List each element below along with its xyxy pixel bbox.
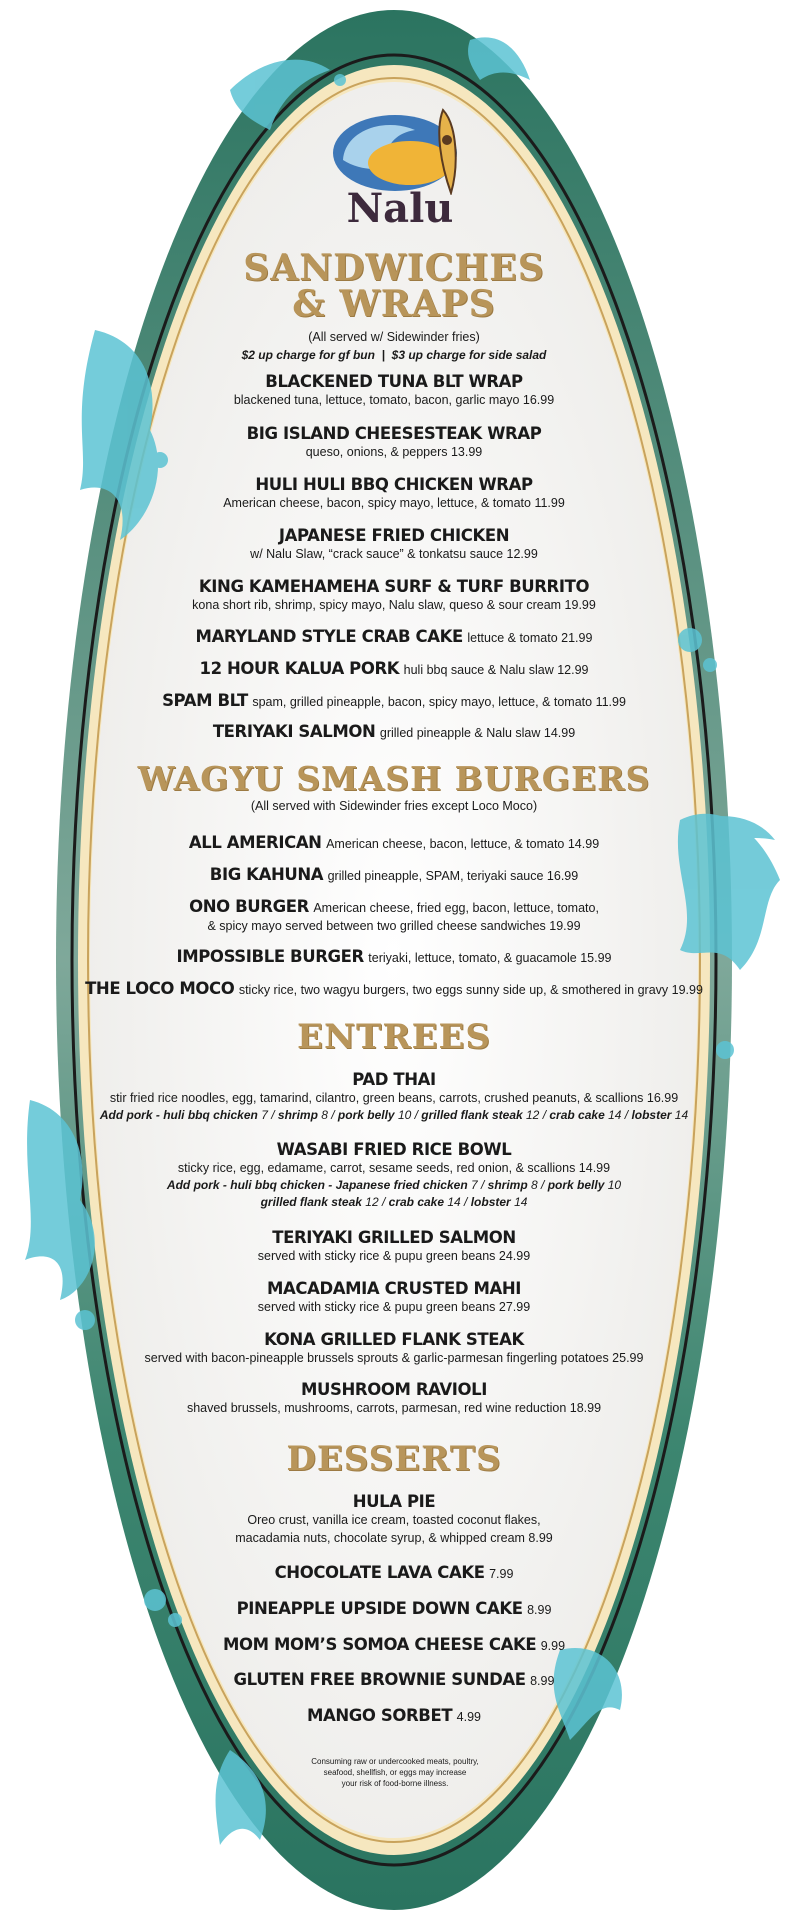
menu-item [75, 1070, 713, 1124]
item-name: THE LOCO MOCO [85, 979, 235, 998]
wave-surfboard-icon [325, 105, 475, 195]
item-description: queso, onions, & peppers 13.99 [305, 445, 483, 459]
menu-content [85, 0, 703, 1920]
brand-logo [325, 105, 475, 235]
item-name: ONO BURGER [189, 897, 309, 916]
addon-price: 8 / [527, 1178, 548, 1193]
menu-item [95, 1706, 693, 1726]
item-price: 7.99 [489, 1567, 514, 1581]
addon-price: 14 / [444, 1194, 471, 1209]
item-name: MOM MOM’S SOMOA CHEESE CAKE [222, 1635, 537, 1654]
item-description: kona short rib, shrimp, spicy mayo, Nalu slaw, queso & sour cream 19.99 [192, 598, 596, 612]
brand-name: Nalu [346, 185, 454, 232]
item-name: JAPANESE FRIED CHICKEN [278, 526, 510, 545]
item-description: grilled pineapple, SPAM, teriyaki sauce 16.99 [327, 869, 579, 883]
addon-name: lobster [631, 1108, 672, 1123]
menu-item [95, 659, 693, 679]
item-description: stir fried rice noodles, egg, tamarind, cilantro, green beans, carrots, crushed peanuts, & scallions 16.99 [109, 1091, 679, 1105]
menu-item [95, 1599, 693, 1619]
menu-item [95, 1492, 693, 1547]
item-name: MUSHROOM RAVIOLI [301, 1380, 487, 1399]
item-description: blackened tuna, lettuce, tomato, bacon, garlic mayo 16.99 [233, 393, 555, 407]
burgers-section [95, 759, 693, 813]
item-description: Oreo crust, vanilla ice cream, toasted coconut flakes, [247, 1513, 541, 1527]
addon-name: lobster [470, 1194, 511, 1209]
item-description: American cheese, bacon, spicy mayo, lettuce, & tomato 11.99 [223, 496, 565, 510]
item-price: 9.99 [540, 1639, 566, 1653]
item-description: w/ Nalu Slaw, “crack sauce” & tonkatsu sauce 12.99 [250, 547, 538, 561]
sandwiches-section [95, 247, 693, 362]
desserts-section [95, 1439, 693, 1479]
addon-price: 12 / [361, 1194, 389, 1209]
menu-item [95, 424, 693, 461]
menu-item [95, 526, 693, 563]
addon-price: 12 / [522, 1108, 550, 1123]
addon-label: Add pork - huli bbq chicken [99, 1108, 258, 1123]
item-description: served with sticky rice & pupu green beans 24.99 [257, 1249, 531, 1263]
menu-item [95, 691, 693, 711]
item-name: TERIYAKI SALMON [212, 722, 376, 741]
addon-price: 14 [671, 1108, 689, 1123]
addon-name: crab cake [388, 1194, 445, 1209]
item-name: MANGO SORBET [306, 1706, 453, 1725]
side-salad-note: $3 up charge for side salad [391, 348, 547, 362]
addon-name: grilled flank steak [421, 1108, 523, 1123]
addon-name: pork belly [547, 1178, 605, 1193]
item-name: HULI HULI BBQ CHICKEN WRAP [255, 475, 533, 494]
disclaimer-line: your risk of food-borne illness. [341, 1778, 449, 1788]
burgers-note: (All served with Sidewinder fries except Loco Moco) [250, 799, 538, 813]
sandwiches-title-line1: SANDWICHES [243, 247, 545, 289]
addon-price: 10 [604, 1178, 622, 1193]
item-name: PINEAPPLE UPSIDE DOWN CAKE [236, 1599, 523, 1618]
addon-options [75, 1107, 713, 1124]
menu-item [95, 1140, 693, 1211]
item-description: American cheese, fried egg, bacon, lettuce, tomato, [313, 901, 599, 915]
item-description: sticky rice, egg, edamame, carrot, sesame seeds, red onion, & scallions 14.99 [177, 1161, 611, 1175]
item-name: MARYLAND STYLE CRAB CAKE [195, 627, 463, 646]
item-price: 4.99 [456, 1710, 482, 1724]
addon-name: crab cake [549, 1108, 605, 1123]
item-name: WASABI FRIED RICE BOWL [276, 1140, 512, 1159]
menu-item [95, 865, 693, 885]
item-description-cont: & spicy mayo served between two grilled cheese sandwiches 19.99 [207, 919, 581, 934]
menu-item [95, 947, 693, 967]
item-description: served with bacon-pineapple brussels sprouts & garlic-parmesan fingerling potatoes 25.99 [144, 1351, 644, 1365]
burgers-title: WAGYU SMASH BURGERS [137, 759, 651, 798]
item-name: CHOCOLATE LAVA CAKE [274, 1563, 485, 1582]
sandwiches-note: (All served w/ Sidewinder fries) [308, 330, 480, 344]
item-name: ALL AMERICAN [188, 833, 322, 852]
menu-item [95, 475, 693, 512]
item-name: BLACKENED TUNA BLT WRAP [265, 372, 523, 391]
upcharge-note: $2 up charge for gf bun | $3 up charge for side salad [241, 348, 547, 362]
item-name: BIG ISLAND CHEESESTEAK WRAP [246, 424, 542, 443]
item-name: MACADAMIA CRUSTED MAHI [266, 1279, 521, 1298]
item-name: SPAM BLT [162, 691, 248, 710]
item-description: spam, grilled pineapple, bacon, spicy mayo, lettuce, & tomato 11.99 [252, 695, 626, 709]
menu-item [95, 1380, 693, 1417]
menu-item [75, 1330, 713, 1367]
desserts-title: DESSERTS [286, 1439, 502, 1479]
item-description: teriyaki, lettuce, tomato, & guacamole 15.99 [368, 951, 612, 965]
item-name: TERIYAKI GRILLED SALMON [272, 1228, 516, 1247]
food-safety-disclaimer [295, 1757, 495, 1789]
item-price: 8.99 [530, 1674, 555, 1688]
entrees-section [95, 1017, 693, 1057]
addon-name: pork belly [337, 1108, 395, 1123]
menu-item [95, 1670, 693, 1690]
addon-options [95, 1177, 693, 1211]
menu-item [95, 1635, 693, 1655]
addon-price: 7 / [467, 1178, 488, 1193]
item-description: huli bbq sauce & Nalu slaw 12.99 [403, 663, 589, 677]
menu-item [95, 1279, 693, 1316]
sandwiches-title-line2: & WRAPS [292, 283, 496, 325]
menu-item [95, 1563, 693, 1583]
item-name: KING KAMEHAMEHA SURF & TURF BURRITO [198, 577, 590, 596]
item-name: 12 HOUR KALUA PORK [199, 659, 400, 678]
menu-item [95, 627, 693, 647]
menu-item [95, 833, 693, 853]
addon-name: shrimp [277, 1108, 318, 1123]
item-name: BIG KAHUNA [209, 865, 324, 884]
disclaimer-line: seafood, shellfish, or eggs may increase [323, 1767, 467, 1777]
menu-item [95, 577, 693, 614]
item-description: served with sticky rice & pupu green beans 27.99 [257, 1300, 531, 1314]
addon-price: 14 [510, 1194, 528, 1209]
addon-price: 8 / [317, 1108, 338, 1123]
addon-name: shrimp [487, 1178, 528, 1193]
addon-label: Add pork - huli bbq chicken - Japanese fried chicken [166, 1178, 468, 1193]
item-description: American cheese, bacon, lettuce, & tomato 14.99 [326, 837, 600, 851]
item-price: 8.99 [527, 1603, 552, 1617]
item-description: shaved brussels, mushrooms, carrots, parmesan, red wine reduction 18.99 [186, 1401, 602, 1415]
menu-item [95, 372, 693, 409]
item-description: lettuce & tomato 21.99 [467, 631, 593, 645]
item-description: sticky rice, two wagyu burgers, two eggs sunny side up, & smothered in gravy 19.99 [238, 983, 703, 997]
item-name: KONA GRILLED FLANK STEAK [264, 1330, 524, 1349]
addon-price: 14 / [604, 1108, 632, 1123]
menu-item [95, 1228, 693, 1265]
menu-item [75, 979, 713, 999]
item-name: HULA PIE [352, 1492, 436, 1511]
menu-item [95, 722, 693, 742]
addon-name: grilled flank steak [260, 1194, 362, 1209]
item-name: GLUTEN FREE BROWNIE SUNDAE [233, 1670, 526, 1689]
disclaimer-line: Consuming raw or undercooked meats, poultry, [311, 1757, 479, 1766]
item-name: PAD THAI [352, 1070, 436, 1089]
item-description: grilled pineapple & Nalu slaw 14.99 [379, 726, 576, 740]
gf-bun-note: $2 up charge for gf bun [241, 348, 375, 362]
addon-price: 10 / [394, 1108, 422, 1123]
addon-price: 7 / [257, 1108, 278, 1123]
entrees-title: ENTREES [297, 1017, 491, 1057]
item-name: IMPOSSIBLE BURGER [176, 947, 364, 966]
menu-item [95, 897, 693, 935]
item-description-cont: macadamia nuts, chocolate syrup, & whipped cream 8.99 [235, 1531, 553, 1546]
